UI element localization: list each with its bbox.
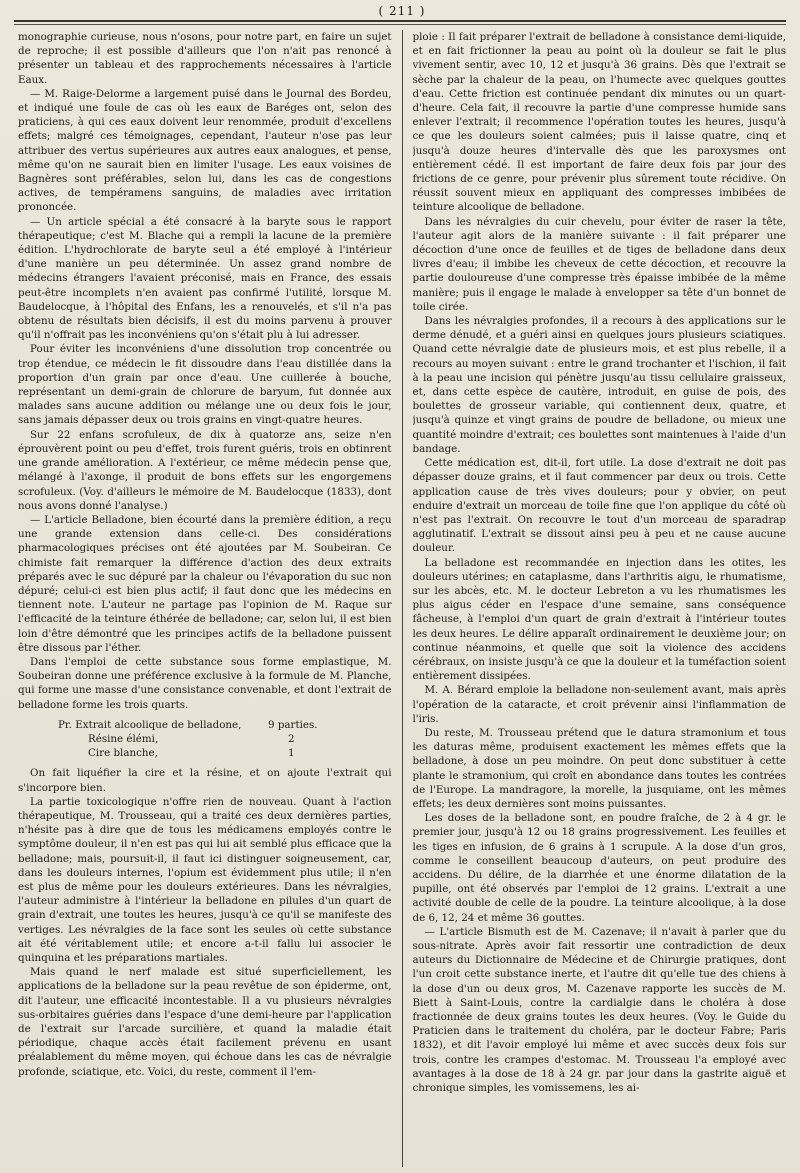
- paragraph: — M. Raige-Delorme a largement puisé dans le Journal des Bordeu, et indiqué une foule de cas où les eaux de Baréges ont, selon des praticiens, à qui ces eaux doivent leur renommée, produit d'excellens effets; malgré ces témoignages, cependant, l'auteur n'ose pas leur attribuer des vertus supérieures aux autres eaux analogues, et pense, même qu'on ne saurait bien en limiter l'usage. Les eaux voisines de Bagnères sont préférables, selon lui, dans les cas de congestions actives, de tempéramens sanguins, de maladies avec irritation prononcée.: [18, 87, 392, 214]
- paragraph: — L'article Belladone, bien écourté dans la première édition, a reçu une grande extension dans celle-ci. Des considérations pharmacologiques précises ont été ajoutées par M. Soubeiran. Ce chimiste fait remarquer la différence d'action des deux extraits préparés avec le suc dépuré par la chaleur ou l'évaporation du suc non dépuré; celui-ci est bien plus actif; il faut donc que les médecins en tiennent note. L'auteur ne partage pas l'opinion de M. Raque sur l'efficacité de la teinture éthérée de belladone; car, selon lui, il est bien loin d'être démontré que les principes actifs de la belladone puissent être dissous par l'éther.: [18, 513, 392, 654]
- right-column: [413, 30, 787, 1167]
- header-rule-thin: [14, 24, 786, 25]
- paragraph: Les doses de la belladone sont, en poudre fraîche, de 2 à 4 gr. le premier jour, jusqu'à 12 ou 18 grains progressivement. Les feuilles et les tiges en infusion, de 6 grains à 1 scrupule. A la dose d'un gros, comme le conseillent beaucoup d'auteurs, on peut produire des accidens. Du délire, de la diarrhée et une énorme dilatation de la pupille, ont été observés par l'emploi de 12 grains. L'extrait a une activité double de celle de la poudre. La teinture alcoolique, à la dose de 6, 12, 24 et même 36 gouttes.: [412, 812, 786, 924]
- paragraph: Dans l'emploi de cette substance sous forme emplastique, M. Soubeiran donne une préférence exclusive à la formule de M. Planche, qui forme une masse d'une consistance convenable, et dont l'extrait de belladone forme les trois quarts.: [18, 655, 392, 711]
- formula-ingredient: Résine élémi,: [88, 732, 159, 745]
- column-divider: [402, 30, 403, 1167]
- paragraph: Dans les névralgies profondes, il a recours à des applications sur le derme dénudé, et a guéri ainsi en quelques jours plusieurs sciatiques. Quand cette névralgie date de plusieurs mois, et est plus rebelle, il a recours au moyen suivant : entre le grand trochanter et l'ischion, il fait à la peau une incision qui pénètre jusqu'au tissu cellulaire graisseux, et, dans cette espèce de cautère, introduit, en guise de pois, des boulettes de grosseur variable, qui contiennent deux, quatre, et jusqu'à quinze et vingt grains de poudre de belladone, ou mieux une quantité moindre d'extrait; ces boulettes sont maintenues à l'aide d'un bandage.: [412, 315, 786, 455]
- paragraph: monographie curieuse, nous n'osons, pour notre part, en faire un sujet de reproche; il est possible d'ailleurs que l'on n'ait pas renoncé à présenter un tableau et des rapprochements nécessaires à l'article Eaux.: [18, 31, 392, 86]
- formula-ingredient: Pr. Extrait alcoolique de belladone,: [58, 718, 242, 731]
- formula-quantity: 2: [288, 732, 295, 745]
- formula-quantity: 1: [288, 747, 295, 760]
- paragraph: On fait liquéfier la cire et la résine, et on ajoute l'extrait qui s'incorpore bien.: [18, 767, 392, 794]
- page-number: ( 211 ): [378, 4, 426, 18]
- paragraph: — Un article spécial a été consacré à la baryte sous le rapport thérapeutique; c'est M. Blache qui a rempli la lacune de la première édition. L'hydrochlorate de baryte seul a été employé à l'intérieur d'une manière un peu déterminée. Un assez grand nombre de médecins étrangers l'avaient préconisé, mais en France, des essais peut-être incomplets n'en avaient pas confirmé l'utilité, lorsque M. Baudelocque, à l'hôpital des Enfans, les a renouvelés, et s'il n'a pas obtenu de résultats bien décisifs, il est du moins parvenu à prouver qu'il n'offrait pas les inconvéniens qu'on s'était plu à lui adresser.: [18, 215, 392, 342]
- formula-table: [58, 718, 392, 761]
- paragraph: La partie toxicologique n'offre rien de nouveau. Quant à l'action thérapeutique, M. Trousseau, qui a traité ces deux dernières parties, n'hésite pas à dire que de tous les médicamens employés contre le symptôme douleur, il n'en est pas qui lui ait semblé plus efficace que la belladone; mais, poursuit-il, il faut ici distinguer soigneusement, car, dans les douleurs internes, l'opium est évidemment plus utile; il n'en est plus de même pour les douleurs extérieures. Dans les névralgies, l'auteur administre à l'intérieur la belladone en pilules d'un quart de grain d'extrait, une toutes les heures, jusqu'à ce qu'il se manifeste des vertiges. Les névralgies de la face sont les seules où cette substance ait été véritablement utile; et encore a-t-il fallu lui associer le quinquina et les préparations martiales.: [18, 795, 392, 964]
- formula-ingredient: Cire blanche,: [88, 747, 158, 760]
- text-columns: [18, 30, 786, 1167]
- formula-quantity: 9 parties.: [268, 718, 318, 731]
- left-column: [18, 30, 392, 1167]
- paragraph: ploie : Il fait préparer l'extrait de belladone à consistance demi-liquide, et en fait frictionner la peau au point où la douleur se fait le plus vivement sentir, avec 10, 12 et jusqu'à 36 grains. Dès que l'extrait se sèche par la chaleur de la peau, on l'humecte avec quelques gouttes d'eau. Cette friction est continuée pendant dix minutes ou un quart-d'heure. Cela fait, il recouvre la partie d'une compresse humide sans enlever l'extrait; il recommence l'opération toutes les heures, jusqu'à ce que les douleurs soient calmées; puis il laisse quatre, cinq et jusqu'à douze heures d'intervalle dès que les paroxysmes ont entièrement cédé. Il est important de faire deux fois par jour des frictions de ce genre, pour prévenir plus sûrement toute récidive. On réussit souvent mieux en appliquant des compresses imbibées de teinture alcoolique de belladone.: [412, 31, 786, 214]
- paragraph: La belladone est recommandée en injection dans les otites, les douleurs utérines; en cataplasme, dans l'arthritis aigu, le rhumatisme, sur les abcès, etc. M. le docteur Lebreton a vu les rhumatismes les plus aigus céder en l'espace d'une semaine, sans conséquence fâcheuse, à l'emploi d'un quart de grain d'extrait à l'intérieur toutes les deux heures. Le délire apparaît ordinairement le deuxième jour; on continue néanmoins, et quelle que soit la violence des accidens cérébraux, on insiste jusqu'à ce que la douleur et la tuméfaction soient entièrement dissipées.: [412, 556, 786, 683]
- paragraph: Du reste, M. Trousseau prétend que le datura stramonium et tous les daturas même, produisent exactement les mêmes effets que la belladone, à dose un peu moindre. On peut donc substituer à cette plante le stramonium, qui croît en abondance dans toutes les contrées de l'Europe. La mandragore, la morelle, la jusquiame, ont les mêmes effets; les deux dernières sont moins puissantes.: [412, 726, 786, 810]
- paragraph: Dans les névralgies du cuir chevelu, pour éviter de raser la tête, l'auteur agit alors de la manière suivante : il fait préparer une décoction d'une once de feuilles et de tiges de belladone dans deux livres d'eau; il imbibe les cheveux de cette décoction, et recouvre la partie douloureuse d'une compresse très épaisse imbibée de la même manière; puis il engage le malade à envelopper sa tête d'un bonnet de toile cirée.: [412, 215, 786, 313]
- paragraph: Pour éviter les inconvéniens d'une dissolution trop concentrée ou trop étendue, ce médecin le fit dissoudre dans l'eau distillée dans la proportion d'un grain par once d'eau. Une cuillerée à bouche, représentant un demi-grain de chlorure de baryum, fut donnée aux malades sans aucune addition ou mélange une ou deux fois le jour, sans jamais dépasser deux ou trois grains en vingt-quatre heures.: [18, 343, 392, 427]
- header-rule: [14, 20, 786, 22]
- paragraph: — L'article Bismuth est de M. Cazenave; il n'avait à parler que du sous-nitrate. Après avoir fait ressortir une contradiction de deux auteurs du Dictionnaire de Médecine et de Chirurgie pratiques, dont l'un croit cette substance inerte, et l'autre dit qu'elle tue des chiens à la dose d'un ou deux gros, M. Cazenave rapporte les succès de M. Biett à Saint-Louis, contre la cardialgie dans le choléra à dose fractionnée de deux grains toutes les deux heures. (Voy. le Guide du Praticien dans le traitement du choléra, par le docteur Fabre; Paris 1832), et dit l'avoir employé lui même et avec succès deux fois sur trois, contre les crampes d'estomac. M. Trousseau l'a employé avec avantages à la dose de 18 à 24 gr. par jour dans la gastrite aiguë et chronique simples, les vomissemens, les ai-: [412, 925, 786, 1095]
- paragraph: Mais quand le nerf malade est situé superficiellement, les applications de la belladone sur la peau revêtue de son épiderme, ont, dit l'auteur, une efficacité incontestable. Il a vu plusieurs névralgies sus-orbitaires guéries dans l'espace d'une demi-heure par l'application de l'extrait sur l'arcade surcilière, et quand la maladie était périodique, chaque accès était facilement prévenu en usant préalablement du même moyen, qui échoue dans les cas de névralgie profonde, sciatique, etc. Voici, du reste, comment il l'em-: [18, 966, 392, 1078]
- paragraph: Sur 22 enfans scrofuleux, de dix à quatorze ans, seize n'en éprouvèrent point ou peu d'effet, trois furent guéris, trois en obtinrent une grande amélioration. A l'extérieur, ce même médecin pense que, mélangé à l'axonge, il produit de bons effets sur les engorgemens scrofuleux. (Voy. d'ailleurs le mémoire de M. Baudelocque (1833), dont nous avons donné l'analyse.): [18, 428, 392, 512]
- paragraph: Cette médication est, dit-il, fort utile. La dose d'extrait ne doit pas dépasser douze grains, et il faut commencer par deux ou trois. Cette application cause de très vives douleurs; pour y obvier, on peut enduire d'extrait un morceau de toile fine que l'on applique du côté où n'est pas l'extrait. On recouvre le tout d'un morceau de sparadrap agglutinatif. L'extrait se dissout ainsi peu à peu et ne cause aucune douleur.: [412, 457, 786, 555]
- page-header: [18, 0, 786, 22]
- paragraph: M. A. Bérard emploie la belladone non-seulement avant, mais après l'opération de la cataracte, et croit prévenir ainsi l'inflammation de l'iris.: [412, 684, 786, 725]
